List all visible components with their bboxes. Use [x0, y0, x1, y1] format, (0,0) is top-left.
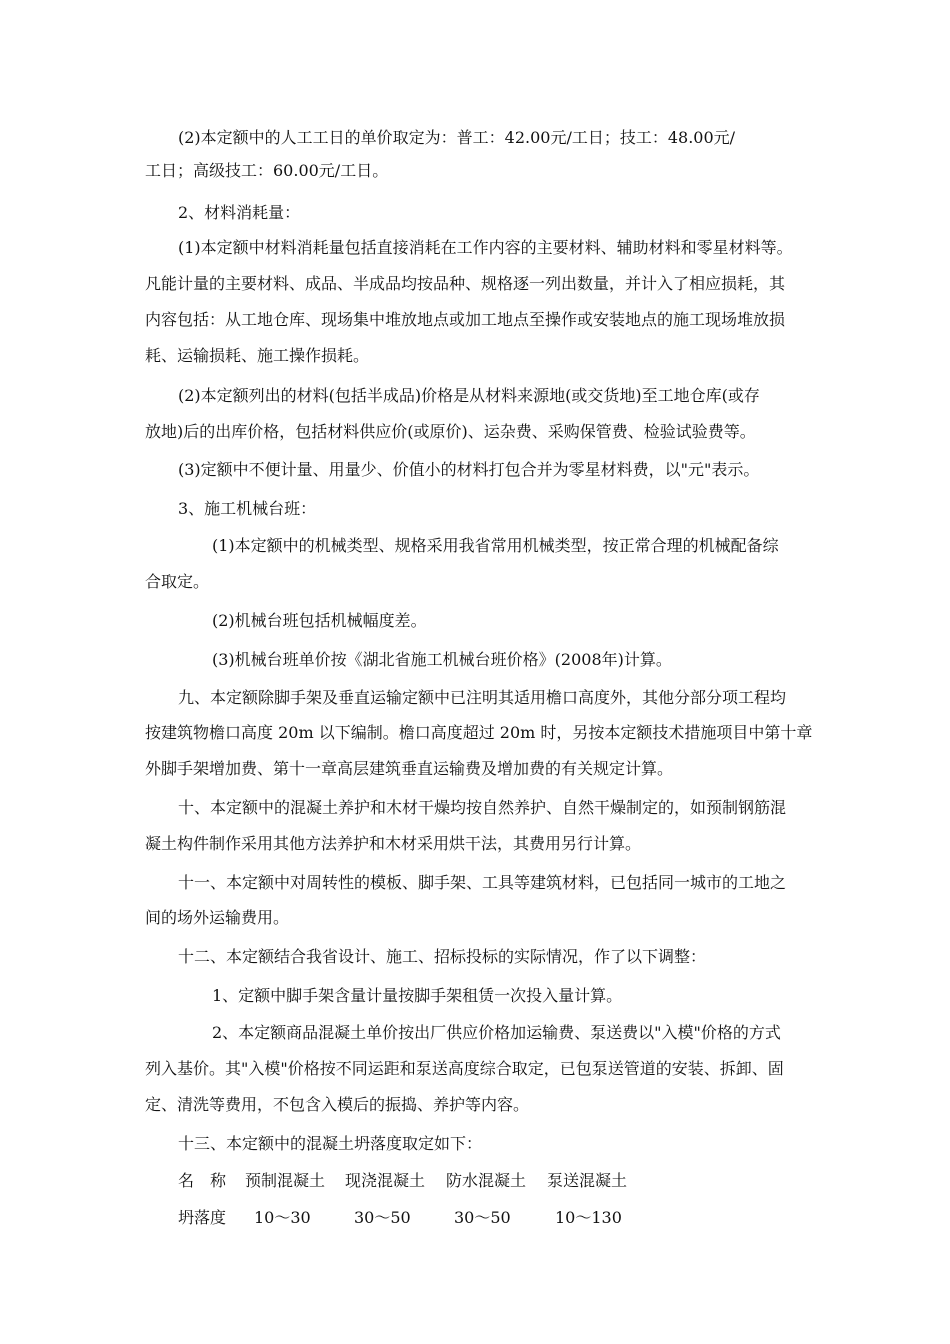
- paragraph-line: 定、清洗等费用，不包含入模后的振捣、养护等内容。: [145, 1095, 530, 1114]
- paragraph-line: 合取定。: [145, 572, 210, 591]
- paragraph-line: (1)本定额中材料消耗量包括直接消耗在工作内容的主要材料、辅助材料和零星材料等。: [178, 238, 793, 257]
- paragraph-line: (2)机械台班包括机械幅度差。: [212, 611, 427, 630]
- paragraph-line: 放地)后的出库价格，包括材料供应价(或原价)、运杂费、采购保管费、检验试验费等。: [145, 422, 756, 441]
- paragraph-line: (3)机械台班单价按《湖北省施工机械台班价格》(2008年)计算。: [212, 650, 672, 669]
- table-header-cell: 现浇混凝土: [345, 1171, 426, 1190]
- table-header-cell: 名 称: [178, 1171, 227, 1190]
- table-header-cell: 防水混凝土: [446, 1171, 527, 1190]
- table-cell: 10～30: [254, 1208, 311, 1227]
- table-header-cell: 预制混凝土: [245, 1171, 326, 1190]
- table-cell: 坍落度: [178, 1208, 227, 1227]
- paragraph-line: 九、本定额除脚手架及垂直运输定额中已注明其适用檐口高度外，其他分部分项工程均: [178, 688, 787, 707]
- paragraph-line: 十二、本定额结合我省设计、施工、招标投标的实际情况，作了以下调整：: [178, 947, 707, 966]
- section-heading: 3、施工机械台班：: [178, 499, 317, 518]
- paragraph-line: 内容包括：从工地仓库、现场集中堆放地点或加工地点至操作或安装地点的施工现场堆放损: [145, 310, 786, 329]
- paragraph-line: 耗、运输损耗、施工操作损耗。: [145, 346, 370, 365]
- paragraph-line: (2)本定额中的人工工日的单价取定为：普工：42.00元/工日；技工：48.00元/: [178, 128, 736, 147]
- table-cell: 10～130: [555, 1208, 622, 1227]
- paragraph-line: 外脚手架增加费、第十一章高层建筑垂直运输费及增加费的有关规定计算。: [145, 759, 674, 778]
- table-cell: 30～50: [354, 1208, 411, 1227]
- paragraph-line: (2)本定额列出的材料(包括半成品)价格是从材料来源地(或交货地)至工地仓库(或存: [178, 386, 760, 405]
- section-heading: 2、材料消耗量：: [178, 203, 301, 222]
- paragraph-line: 1、定额中脚手架含量计量按脚手架租赁一次投入量计算。: [212, 986, 623, 1005]
- paragraph-line: 十、本定额中的混凝土养护和木材干燥均按自然养护、自然干燥制定的，如预制钢筋混: [178, 798, 787, 817]
- paragraph-line: (1)本定额中的机械类型、规格采用我省常用机械类型，按正常合理的机械配备综: [212, 536, 779, 555]
- paragraph-line: 按建筑物檐口高度 20m 以下编制。檐口高度超过 20m 时，另按本定额技术措施项目中第十章: [145, 723, 813, 742]
- paragraph-line: 凡能计量的主要材料、成品、半成品均按品种、规格逐一列出数量，并计入了相应损耗，其: [145, 274, 786, 293]
- paragraph-line: 十一、本定额中对周转性的模板、脚手架、工具等建筑材料，已包括同一城市的工地之: [178, 873, 787, 892]
- paragraph-line: 凝土构件制作采用其他方法养护和木材采用烘干法，其费用另行计算。: [145, 834, 642, 853]
- paragraph-line: 间的场外运输费用。: [145, 908, 290, 927]
- paragraph-line: 列入基价。其"入模"价格按不同运距和泵送高度综合取定，已包泵送管道的安装、拆卸、固: [145, 1059, 784, 1078]
- paragraph-line: 工日；高级技工：60.00元/工日。: [145, 161, 389, 180]
- paragraph-line: 十三、本定额中的混凝土坍落度取定如下：: [178, 1134, 483, 1153]
- table-cell: 30～50: [454, 1208, 511, 1227]
- table-header-cell: 泵送混凝土: [547, 1171, 628, 1190]
- paragraph-line: 2、本定额商品混凝土单价按出厂供应价格加运输费、泵送费以"入模"价格的方式: [212, 1023, 781, 1042]
- paragraph-line: (3)定额中不便计量、用量少、价值小的材料打包合并为零星材料费，以"元"表示。: [178, 460, 760, 479]
